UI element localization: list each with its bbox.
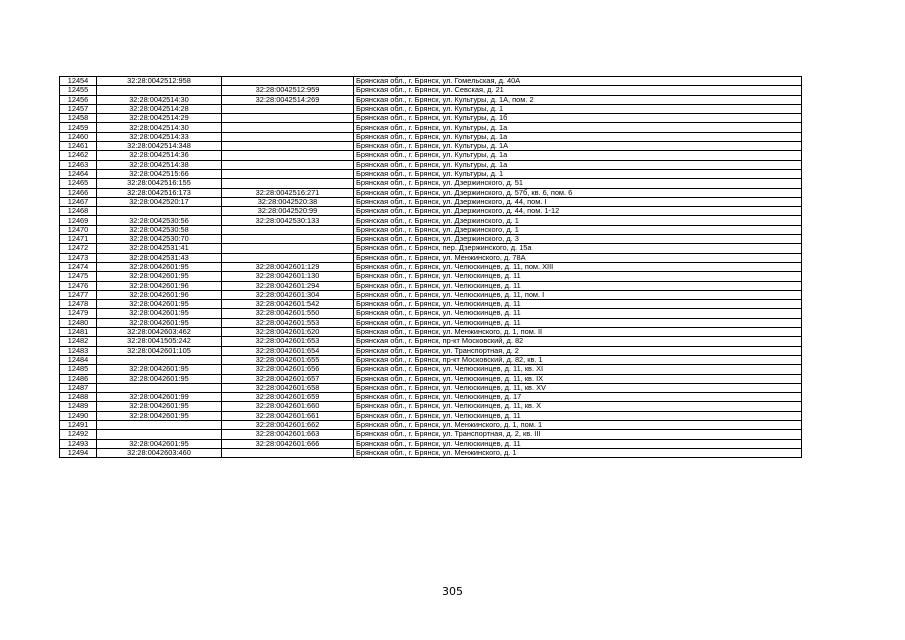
address-cell: Брянская обл., г. Брянск, ул. Челюскинцев, д. 11 (354, 300, 802, 309)
object-cadastral-number-cell: 32:28:0042601:663 (222, 430, 354, 439)
row-number-cell: 12488 (60, 393, 97, 402)
cadastral-number-cell: 32:28:0042601:95 (97, 272, 222, 281)
address-cell: Брянская обл., г. Брянск, ул. Дзержинского, д. 44, пом. I (354, 197, 802, 206)
object-cadastral-number-cell (222, 160, 354, 169)
row-number-cell: 12493 (60, 439, 97, 448)
cadastral-number-cell: 32:28:0042512:958 (97, 77, 222, 86)
object-cadastral-number-cell: 32:28:0042601:294 (222, 281, 354, 290)
row-number-cell: 12481 (60, 328, 97, 337)
row-number-cell: 12470 (60, 225, 97, 234)
address-cell: Брянская обл., г. Брянск, ул. Менжинского, д. 1, пом. 1 (354, 420, 802, 429)
object-cadastral-number-cell (222, 77, 354, 86)
table-row (60, 142, 802, 151)
address-cell: Брянская обл., г. Брянск, ул. Челюскинцев, д. 11 (354, 309, 802, 318)
object-cadastral-number-cell (222, 132, 354, 141)
address-cell: Брянская обл., г. Брянск, ул. Культуры, д. 1 (354, 169, 802, 178)
object-cadastral-number-cell: 32:28:0042530:133 (222, 216, 354, 225)
row-number-cell: 12468 (60, 207, 97, 216)
row-number-cell: 12478 (60, 300, 97, 309)
row-number-cell: 12458 (60, 114, 97, 123)
table-row (60, 188, 802, 197)
cadastral-number-cell: 32:28:0042514:38 (97, 160, 222, 169)
table-row (60, 95, 802, 104)
address-cell: Брянская обл., г. Брянск, ул. Менжинского, д. 78А (354, 253, 802, 262)
table-row (60, 346, 802, 355)
cadastral-number-cell: 32:28:0042514:30 (97, 123, 222, 132)
object-cadastral-number-cell: 32:28:0042601:666 (222, 439, 354, 448)
object-cadastral-number-cell: 32:28:0042601:553 (222, 318, 354, 327)
address-cell: Брянская обл., г. Брянск, ул. Культуры, д. 1а (354, 151, 802, 160)
cadastral-number-cell: 32:28:0042514:36 (97, 151, 222, 160)
table-row (60, 104, 802, 113)
row-number-cell: 12475 (60, 272, 97, 281)
address-cell: Брянская обл., г. Брянск, ул. Челюскинцев, д. 11, кв. XV (354, 383, 802, 392)
row-number-cell: 12460 (60, 132, 97, 141)
address-cell: Брянская обл., г. Брянск, ул. Гомельская, д. 40А (354, 77, 802, 86)
cadastral-number-cell: 32:28:0042530:58 (97, 225, 222, 234)
address-cell: Брянская обл., г. Брянск, ул. Дзержинского, д. 57б, кв. 6, пом. 6 (354, 188, 802, 197)
address-cell: Брянская обл., г. Брянск, ул. Культуры, д. 1А, пом. 2 (354, 95, 802, 104)
object-cadastral-number-cell: 32:28:0042601:129 (222, 262, 354, 271)
address-cell: Брянская обл., г. Брянск, пр-кт Московский, д. 82 (354, 337, 802, 346)
table-row (60, 253, 802, 262)
row-number-cell: 12462 (60, 151, 97, 160)
table-row (60, 132, 802, 141)
cadastral-number-cell: 32:28:0042516:155 (97, 179, 222, 188)
address-cell: Брянская обл., г. Брянск, ул. Челюскинцев, д. 11 (354, 318, 802, 327)
address-cell: Брянская обл., г. Брянск, ул. Челюскинцев, д. 11, кв. IX (354, 374, 802, 383)
table-row (60, 169, 802, 178)
cadastral-number-cell: 32:28:0041505:242 (97, 337, 222, 346)
address-cell: Брянская обл., г. Брянск, ул. Культуры, д. 1б (354, 114, 802, 123)
address-cell: Брянская обл., г. Брянск, ул. Дзержинского, д. 44, пом. 1-12 (354, 207, 802, 216)
object-cadastral-number-cell: 32:28:0042601:658 (222, 383, 354, 392)
cadastral-number-cell: 32:28:0042514:29 (97, 114, 222, 123)
object-cadastral-number-cell (222, 225, 354, 234)
row-number-cell: 12492 (60, 430, 97, 439)
cadastral-number-cell (97, 207, 222, 216)
cadastral-number-cell: 32:28:0042601:95 (97, 439, 222, 448)
object-cadastral-number-cell: 32:28:0042601:654 (222, 346, 354, 355)
address-cell: Брянская обл., г. Брянск, ул. Челюскинцев, д. 17 (354, 393, 802, 402)
cadastral-number-cell: 32:28:0042601:95 (97, 374, 222, 383)
row-number-cell: 12466 (60, 188, 97, 197)
cadastral-number-cell: 32:28:0042601:105 (97, 346, 222, 355)
table-row (60, 225, 802, 234)
address-cell: Брянская обл., г. Брянск, ул. Транспортная, д. 2, кв. III (354, 430, 802, 439)
cadastral-number-cell: 32:28:0042530:70 (97, 235, 222, 244)
table-row (60, 216, 802, 225)
table-row (60, 411, 802, 420)
row-number-cell: 12459 (60, 123, 97, 132)
address-cell: Брянская обл., г. Брянск, ул. Челюскинцев, д. 11 (354, 411, 802, 420)
row-number-cell: 12490 (60, 411, 97, 420)
object-cadastral-number-cell (222, 151, 354, 160)
object-cadastral-number-cell (222, 114, 354, 123)
table-row (60, 235, 802, 244)
table-row (60, 420, 802, 429)
table-row (60, 290, 802, 299)
row-number-cell: 12467 (60, 197, 97, 206)
table-row (60, 383, 802, 392)
cadastral-number-cell: 32:28:0042601:95 (97, 411, 222, 420)
row-number-cell: 12485 (60, 365, 97, 374)
cadastral-number-cell: 32:28:0042603:460 (97, 448, 222, 457)
address-cell: Брянская обл., г. Брянск, ул. Челюскинцев, д. 11, кв. XI (354, 365, 802, 374)
address-cell: Брянская обл., г. Брянск, пр-кт Московский, д. 82, кв. 1 (354, 355, 802, 364)
object-cadastral-number-cell (222, 142, 354, 151)
object-cadastral-number-cell (222, 179, 354, 188)
cadastral-number-cell (97, 420, 222, 429)
table-row (60, 114, 802, 123)
cadastral-number-cell: 32:28:0042514:33 (97, 132, 222, 141)
page-number: 305 (442, 585, 463, 598)
object-cadastral-number-cell: 32:28:0042601:653 (222, 337, 354, 346)
row-number-cell: 12476 (60, 281, 97, 290)
row-number-cell: 12464 (60, 169, 97, 178)
object-cadastral-number-cell: 32:28:0042601:304 (222, 290, 354, 299)
table-row (60, 374, 802, 383)
object-cadastral-number-cell: 32:28:0042601:130 (222, 272, 354, 281)
row-number-cell: 12482 (60, 337, 97, 346)
row-number-cell: 12472 (60, 244, 97, 253)
object-cadastral-number-cell (222, 123, 354, 132)
row-number-cell: 12477 (60, 290, 97, 299)
object-cadastral-number-cell: 32:28:0042512:959 (222, 86, 354, 95)
object-cadastral-number-cell (222, 253, 354, 262)
object-cadastral-number-cell (222, 235, 354, 244)
table-row (60, 309, 802, 318)
table-row (60, 262, 802, 271)
table-row (60, 318, 802, 327)
row-number-cell: 12463 (60, 160, 97, 169)
address-cell: Брянская обл., г. Брянск, ул. Челюскинцев, д. 11 (354, 281, 802, 290)
cadastral-number-cell: 32:28:0042601:99 (97, 393, 222, 402)
cadastral-number-cell (97, 86, 222, 95)
row-number-cell: 12486 (60, 374, 97, 383)
row-number-cell: 12479 (60, 309, 97, 318)
cadastral-number-cell: 32:28:0042520:17 (97, 197, 222, 206)
table-body (60, 77, 802, 458)
row-number-cell: 12494 (60, 448, 97, 457)
table-row (60, 439, 802, 448)
address-cell: Брянская обл., г. Брянск, ул. Менжинского, д. 1 (354, 448, 802, 457)
row-number-cell: 12455 (60, 86, 97, 95)
table-row (60, 244, 802, 253)
table-row (60, 300, 802, 309)
row-number-cell: 12456 (60, 95, 97, 104)
address-cell: Брянская обл., г. Брянск, ул. Менжинского, д. 1, пом. II (354, 328, 802, 337)
table-row (60, 86, 802, 95)
address-cell: Брянская обл., г. Брянск, ул. Дзержинского, д. 1 (354, 225, 802, 234)
object-cadastral-number-cell (222, 104, 354, 113)
object-cadastral-number-cell: 32:28:0042601:661 (222, 411, 354, 420)
address-cell: Брянская обл., г. Брянск, ул. Челюскинцев, д. 11, пом. XIII (354, 262, 802, 271)
object-cadastral-number-cell (222, 448, 354, 457)
object-cadastral-number-cell: 32:28:0042601:655 (222, 355, 354, 364)
table-row (60, 430, 802, 439)
object-cadastral-number-cell: 32:28:0042514:269 (222, 95, 354, 104)
cadastral-number-cell: 32:28:0042530:56 (97, 216, 222, 225)
address-cell: Брянская обл., г. Брянск, ул. Транспортная, д. 2 (354, 346, 802, 355)
object-cadastral-number-cell (222, 169, 354, 178)
cadastral-number-cell: 32:28:0042601:95 (97, 365, 222, 374)
address-cell: Брянская обл., г. Брянск, ул. Севская, д. 21 (354, 86, 802, 95)
object-cadastral-number-cell: 32:28:0042601:542 (222, 300, 354, 309)
object-cadastral-number-cell (222, 244, 354, 253)
table-row (60, 365, 802, 374)
row-number-cell: 12465 (60, 179, 97, 188)
table-row (60, 393, 802, 402)
cadastral-number-cell (97, 355, 222, 364)
cadastral-number-cell: 32:28:0042601:95 (97, 309, 222, 318)
table-row (60, 77, 802, 86)
address-cell: Брянская обл., г. Брянск, ул. Челюскинцев, д. 11 (354, 439, 802, 448)
row-number-cell: 12474 (60, 262, 97, 271)
object-cadastral-number-cell: 32:28:0042601:660 (222, 402, 354, 411)
object-cadastral-number-cell: 32:28:0042601:656 (222, 365, 354, 374)
object-cadastral-number-cell: 32:28:0042520:99 (222, 207, 354, 216)
table-row (60, 197, 802, 206)
object-cadastral-number-cell: 32:28:0042516:271 (222, 188, 354, 197)
table-row (60, 448, 802, 457)
row-number-cell: 12483 (60, 346, 97, 355)
cadastral-number-cell: 32:28:0042601:96 (97, 290, 222, 299)
object-cadastral-number-cell: 32:28:0042601:657 (222, 374, 354, 383)
cadastral-number-cell: 32:28:0042601:95 (97, 262, 222, 271)
table-row (60, 207, 802, 216)
cadastral-number-cell: 32:28:0042601:96 (97, 281, 222, 290)
object-cadastral-number-cell: 32:28:0042601:659 (222, 393, 354, 402)
cadastral-table (59, 76, 802, 458)
row-number-cell: 12461 (60, 142, 97, 151)
table-row (60, 281, 802, 290)
address-cell: Брянская обл., г. Брянск, ул. Дзержинского, д. 1 (354, 216, 802, 225)
cadastral-number-cell: 32:28:0042601:95 (97, 402, 222, 411)
table-row (60, 337, 802, 346)
address-cell: Брянская обл., г. Брянск, ул. Культуры, д. 1 (354, 104, 802, 113)
cadastral-number-cell: 32:28:0042515:66 (97, 169, 222, 178)
row-number-cell: 12480 (60, 318, 97, 327)
object-cadastral-number-cell: 32:28:0042601:620 (222, 328, 354, 337)
cadastral-number-cell (97, 430, 222, 439)
table-row (60, 402, 802, 411)
table-row (60, 151, 802, 160)
row-number-cell: 12484 (60, 355, 97, 364)
row-number-cell: 12473 (60, 253, 97, 262)
table-row (60, 160, 802, 169)
cadastral-number-cell: 32:28:0042531:43 (97, 253, 222, 262)
table-row (60, 272, 802, 281)
cadastral-number-cell: 32:28:0042514:348 (97, 142, 222, 151)
table-row (60, 355, 802, 364)
object-cadastral-number-cell: 32:28:0042520:38 (222, 197, 354, 206)
address-cell: Брянская обл., г. Брянск, ул. Челюскинцев, д. 11, пом. I (354, 290, 802, 299)
cadastral-number-cell: 32:28:0042601:95 (97, 300, 222, 309)
address-cell: Брянская обл., г. Брянск, ул. Челюскинцев, д. 11, кв. X (354, 402, 802, 411)
row-number-cell: 12489 (60, 402, 97, 411)
cadastral-number-cell: 32:28:0042531:41 (97, 244, 222, 253)
row-number-cell: 12469 (60, 216, 97, 225)
row-number-cell: 12457 (60, 104, 97, 113)
row-number-cell: 12487 (60, 383, 97, 392)
cadastral-number-cell: 32:28:0042516:173 (97, 188, 222, 197)
cadastral-number-cell: 32:28:0042514:28 (97, 104, 222, 113)
cadastral-number-cell: 32:28:0042514:30 (97, 95, 222, 104)
address-cell: Брянская обл., г. Брянск, пер. Дзержинского, д. 15а (354, 244, 802, 253)
address-cell: Брянская обл., г. Брянск, ул. Челюскинцев, д. 11 (354, 272, 802, 281)
table-row (60, 179, 802, 188)
cadastral-number-cell (97, 383, 222, 392)
address-cell: Брянская обл., г. Брянск, ул. Дзержинского, д. 3 (354, 235, 802, 244)
address-cell: Брянская обл., г. Брянск, ул. Культуры, д. 1а (354, 160, 802, 169)
table-row (60, 123, 802, 132)
address-cell: Брянская обл., г. Брянск, ул. Культуры, д. 1А (354, 142, 802, 151)
object-cadastral-number-cell: 32:28:0042601:550 (222, 309, 354, 318)
address-cell: Брянская обл., г. Брянск, ул. Культуры, д. 1а (354, 123, 802, 132)
cadastral-number-cell: 32:28:0042603:462 (97, 328, 222, 337)
object-cadastral-number-cell: 32:28:0042601:662 (222, 420, 354, 429)
row-number-cell: 12471 (60, 235, 97, 244)
address-cell: Брянская обл., г. Брянск, ул. Дзержинского, д. 51 (354, 179, 802, 188)
row-number-cell: 12491 (60, 420, 97, 429)
cadastral-number-cell: 32:28:0042601:95 (97, 318, 222, 327)
row-number-cell: 12454 (60, 77, 97, 86)
table-row (60, 328, 802, 337)
address-cell: Брянская обл., г. Брянск, ул. Культуры, д. 1а (354, 132, 802, 141)
